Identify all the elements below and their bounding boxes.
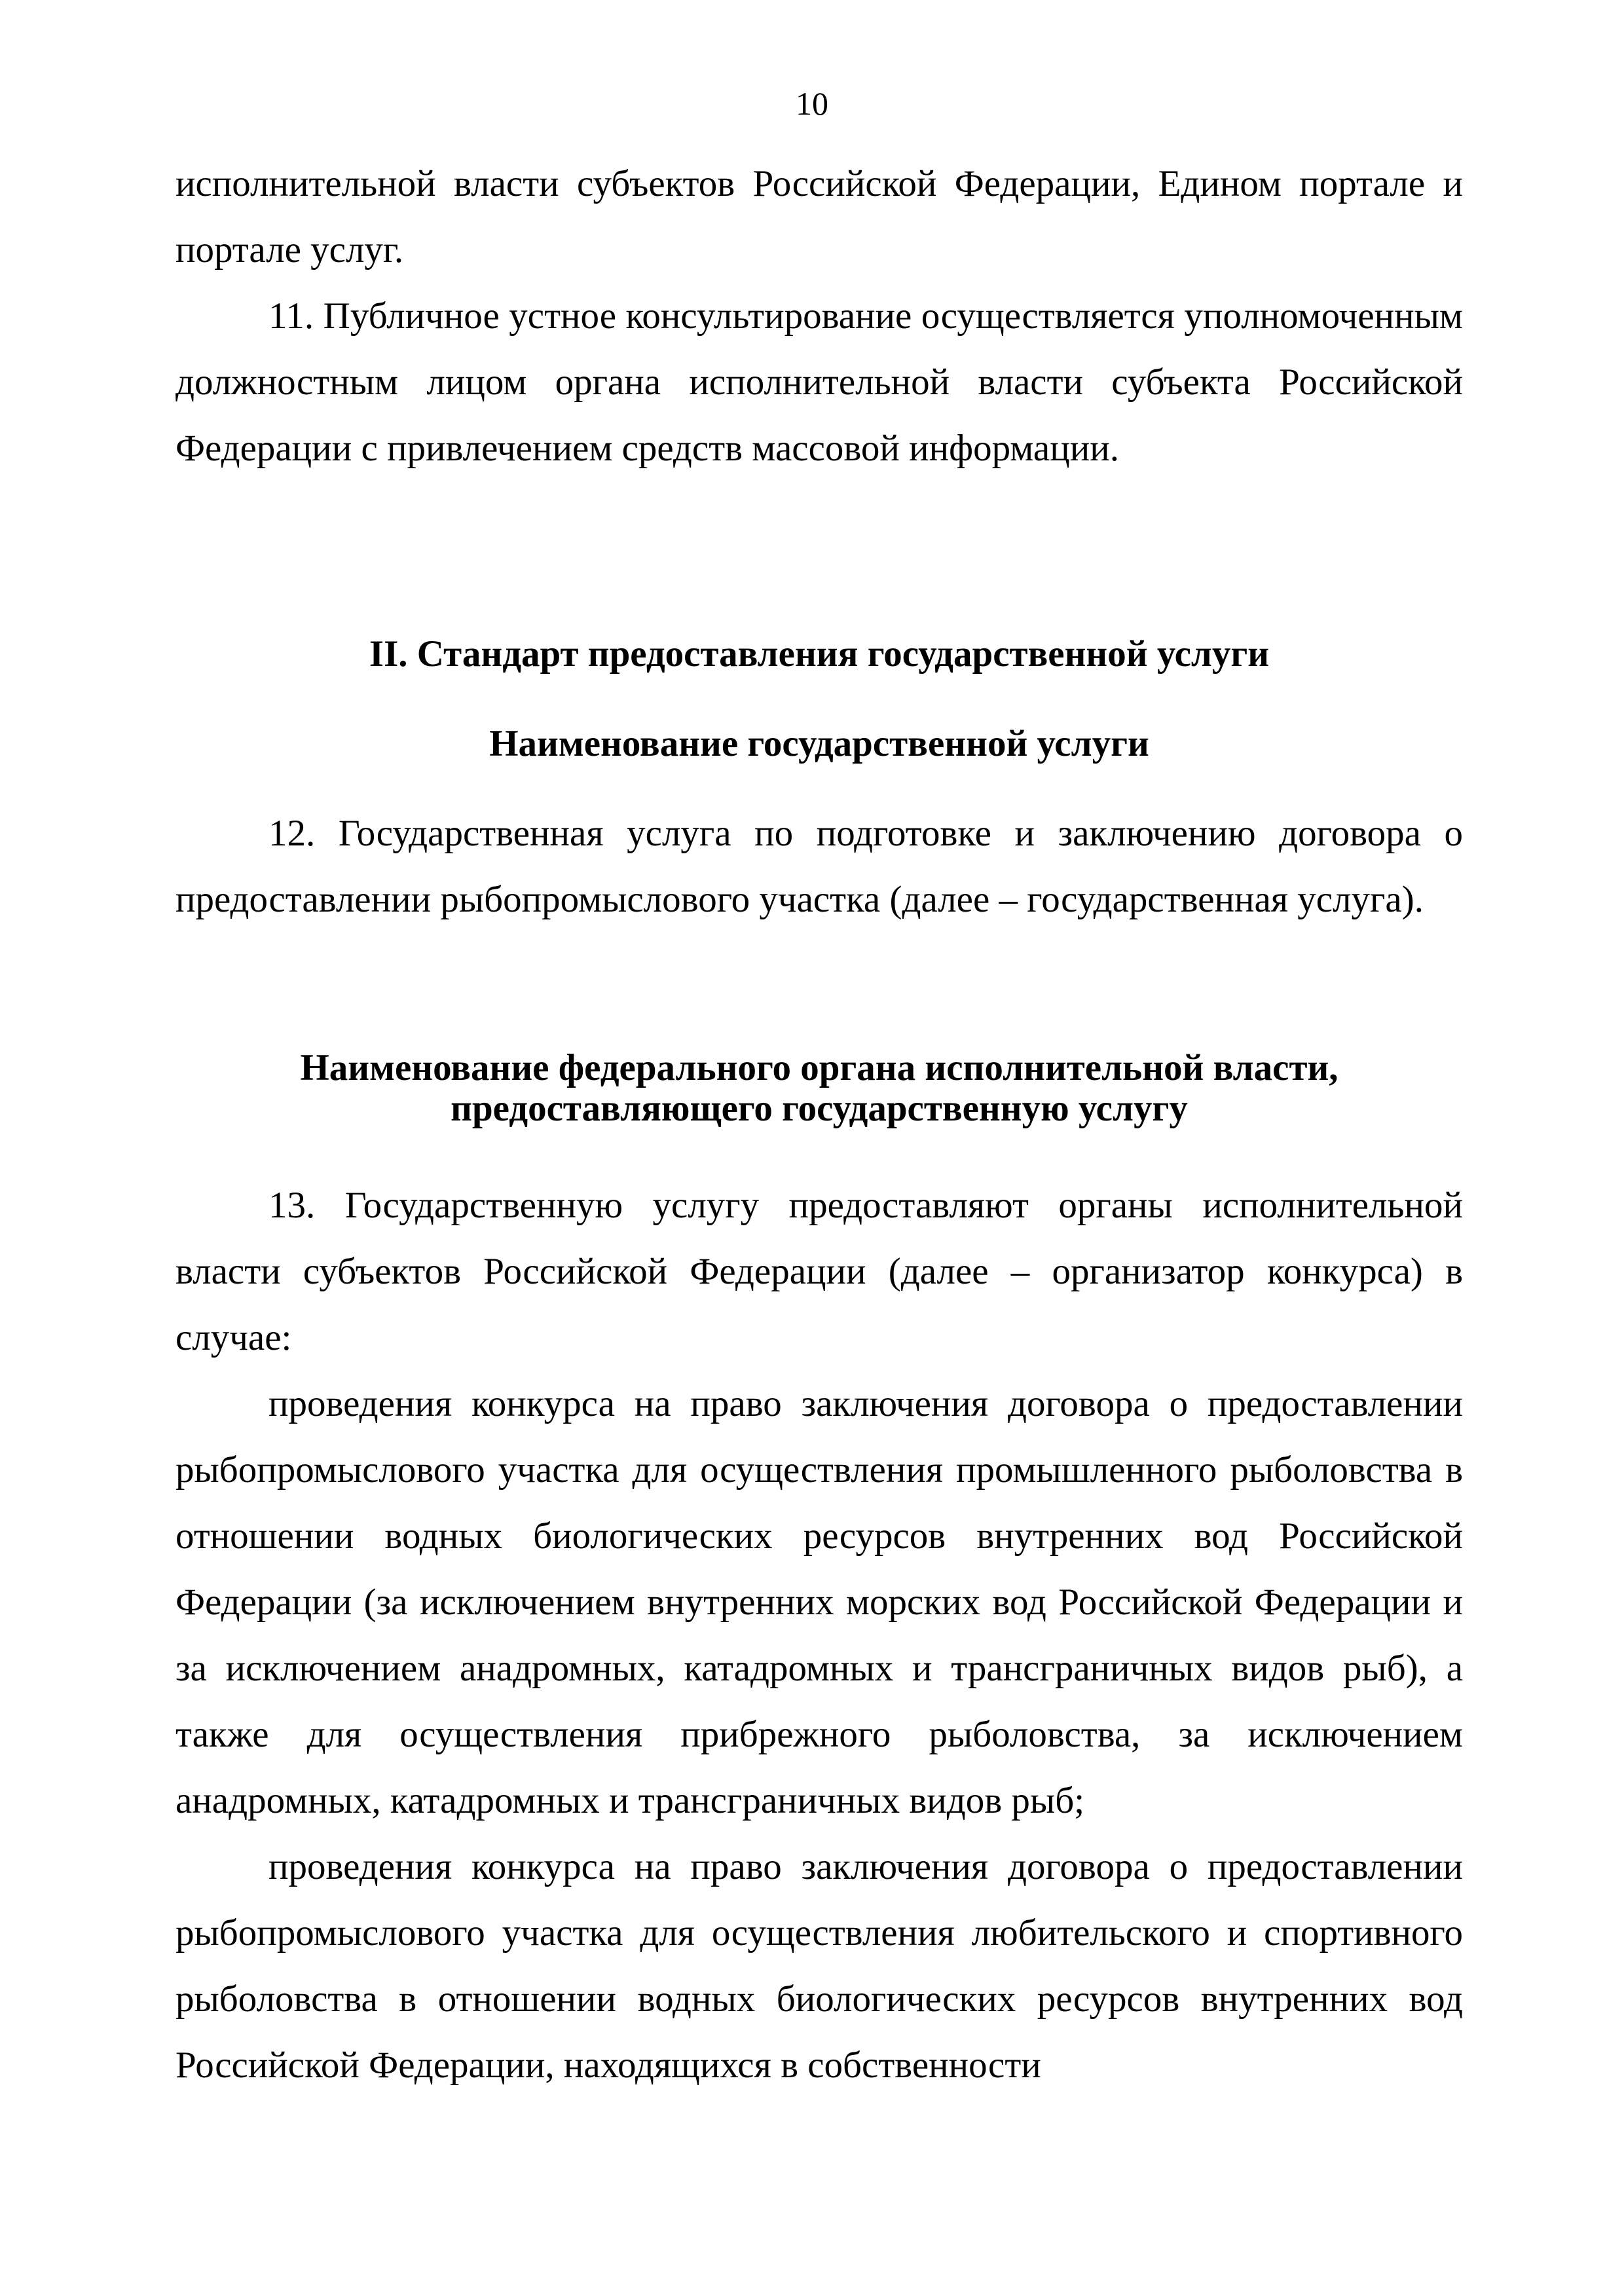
paragraph-13-case-2: проведения конкурса на право заключения договора о предоставлении рыбопромыслового участка для осуществления любительского и спортивного рыболовства в отношении водных биологических ресурсов внутренних вод Российской Федерации, находящихся в собственности xyxy=(175,1846,1463,2086)
page-number: 10 xyxy=(796,85,828,122)
subheading-federal-body-line1: Наименование федерального органа исполнительной власти, xyxy=(300,1047,1338,1088)
text-block-2 xyxy=(175,800,1463,933)
paragraph-12: 12. Государственная услуга по подготовке и заключению договора о предоставлении рыбопромыслового участка (далее – государственная услуга). xyxy=(175,813,1463,920)
paragraph-11: 11. Публичное устное консультирование осуществляется уполномоченным должностным лицом органа исполнительной власти субъекта Российской Федерации с привлечением средств массовой информации. xyxy=(175,295,1463,469)
text-block-1 xyxy=(175,151,1463,481)
paragraph-continuation: исполнительной власти субъектов Российской Федерации, Едином портале и портале услуг. xyxy=(175,163,1463,270)
section-title: II. Стандарт предоставления государственной услуги xyxy=(369,633,1270,675)
subheading-federal-body xyxy=(175,1048,1463,1129)
subheading-federal-body-line2: предоставляющего государственную услугу xyxy=(451,1088,1188,1129)
paragraph-13-case-1: проведения конкурса на право заключения договора о предоставлении рыбопромыслового участка для осуществления промышленного рыболовства в отношении водных биологических ресурсов внутренних вод Российской Федерации (за исключением внутренних морских вод Российской Федерации и за исключением анадромных, катадромных и трансграничных видов рыб), а также для осуществления прибрежного рыболовства, за исключением анадромных, катадромных и трансграничных видов рыб; xyxy=(175,1383,1463,1821)
text-block-3 xyxy=(175,1172,1463,2098)
paragraph-13: 13. Государственную услугу предоставляют органы исполнительной власти субъектов Российской Федерации (далее – организатор конкурса) в случае: xyxy=(175,1185,1463,1358)
subheading-service-name: Наименование государственной услуги xyxy=(489,723,1149,764)
